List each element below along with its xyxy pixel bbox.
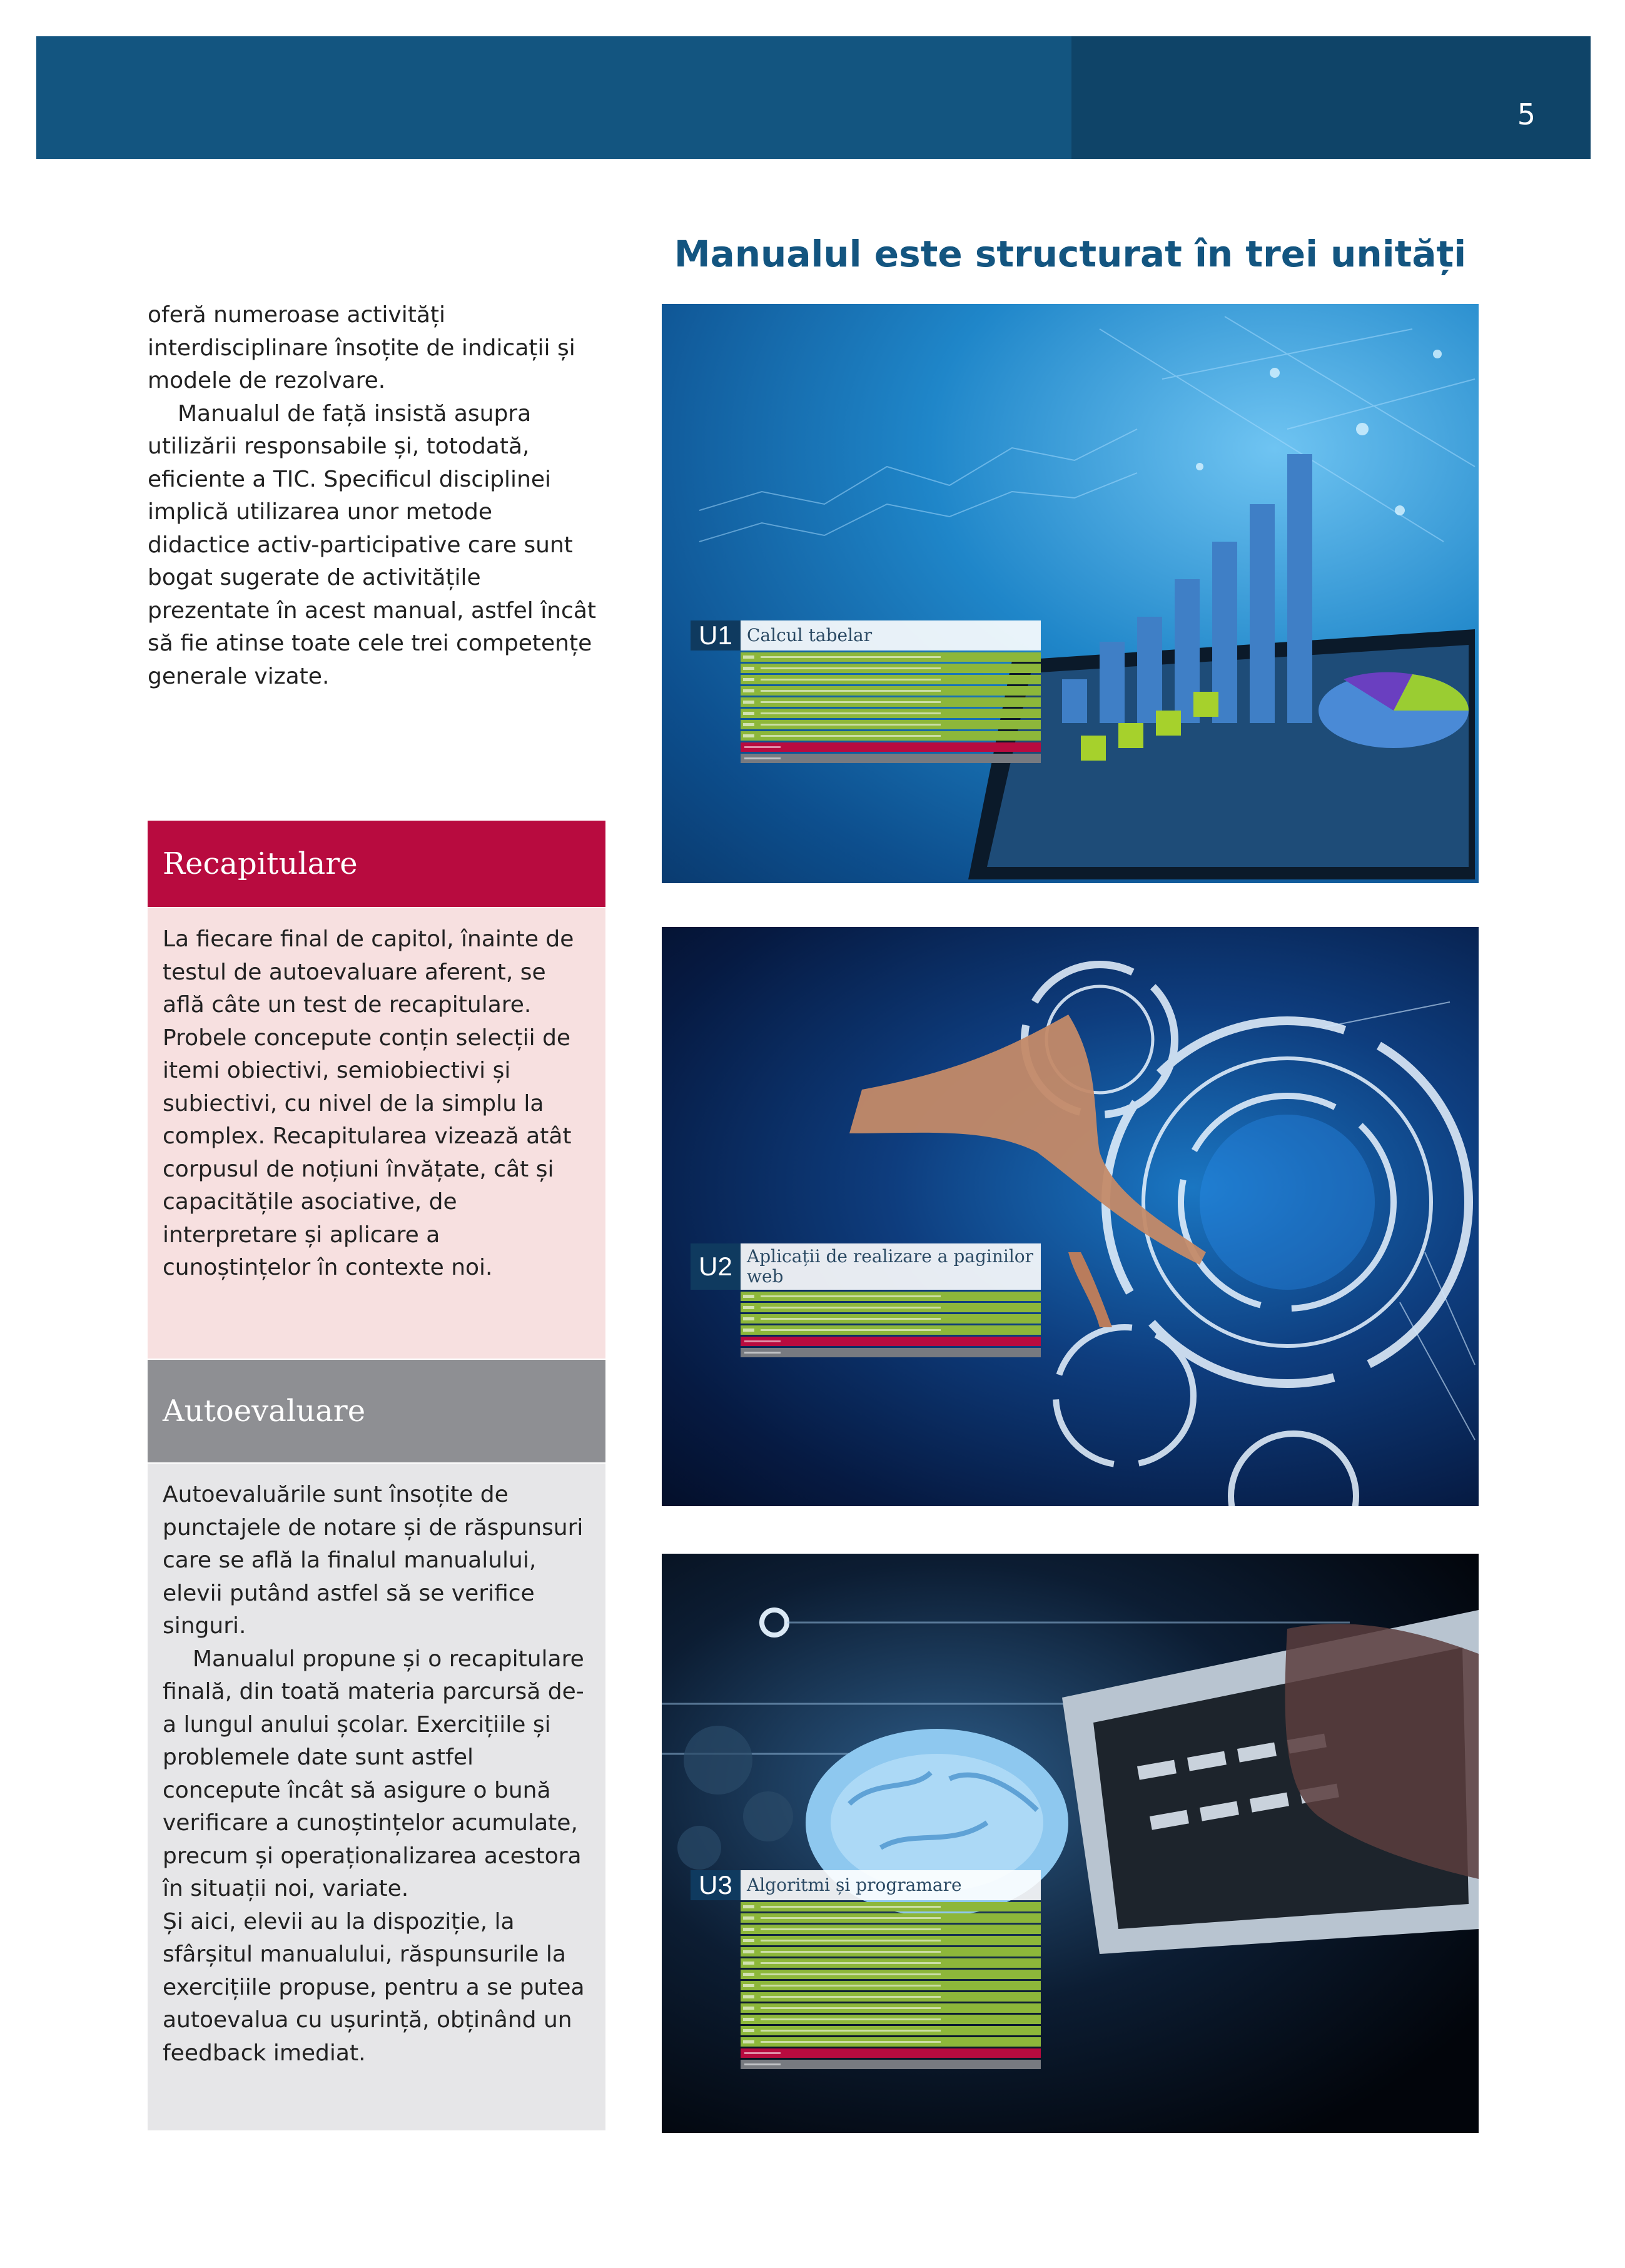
unit-1-label: [691, 620, 1041, 763]
recapitulare-heading: Recapitulare: [148, 821, 605, 907]
lesson-bar: [741, 686, 1041, 696]
unit-1-lesson-list: [741, 652, 1041, 763]
lesson-bar: [741, 1925, 1041, 1934]
lesson-bar: [741, 1947, 1041, 1957]
recapitulare-text: La fiecare final de capitol, înainte de testul de autoevaluare aferent, se află câte un test de recapitulare. Probele concepute conțin selecții de itemi obiectivi, semiobiectivi și subiectivi, cu nivel de la simplu la complex. Recapitularea vizează atât corpusul de noțiuni învățate, cât și capacitățile asociative, de interpretare și aplicare a cunoștințelor în contexte noi.: [163, 926, 574, 1280]
autoevaluare-paragraph-1: Autoevaluările sunt însoțite de punctajele de notare și de răspunsuri care se află la finalul manualului, elevii putând astfel să se verifice singuri.: [163, 1482, 584, 1639]
autoevaluare-bar: [741, 2060, 1041, 2069]
unit-3-code: U3: [691, 1870, 741, 1900]
lesson-bar: [741, 2037, 1041, 2047]
lesson-bar: [741, 1292, 1041, 1301]
lesson-bar: [741, 1936, 1041, 1945]
unit-2-code: U2: [691, 1243, 741, 1290]
lesson-bar: [741, 1981, 1041, 1990]
intro-paragraph-2: Manualul de față insistă asupra utilizării responsabile și, totodată, eficiente a TIC. Specificul disciplinei implică utilizarea unor metode didactice activ-participative care sunt bogat sugerate de activitățile prezentate în acest manual, astfel încât să fie atinse toate cele trei competențe generale vizate.: [148, 400, 597, 689]
unit-3-title: Algoritmi și programare: [741, 1870, 1041, 1900]
lesson-bar: [741, 1902, 1041, 1911]
unit-3-lesson-list: [741, 1902, 1041, 2069]
unit-1-code: U1: [691, 620, 741, 651]
lesson-bar: [741, 720, 1041, 729]
autoevaluare-bar: [741, 1348, 1041, 1357]
lesson-bar: [741, 1958, 1041, 1968]
lesson-bar: [741, 709, 1041, 718]
lesson-bar: [741, 664, 1041, 673]
unit-1-title: Calcul tabelar: [741, 620, 1041, 651]
recapitulare-bar: [741, 742, 1041, 752]
unit-2-image: [662, 927, 1479, 1506]
unit-3-label: [691, 1870, 1041, 2069]
section-title: Manualul este structurat în trei unități: [674, 233, 1467, 275]
lesson-bar: [741, 2015, 1041, 2024]
recapitulare-box: [148, 908, 605, 1359]
unit-2-title: Aplicații de realizare a paginilor web: [741, 1243, 1041, 1290]
lesson-bar: [741, 697, 1041, 707]
web-touch-illustration: [662, 927, 1479, 1506]
autoevaluare-paragraph-2: Manualul propune și o recapitulare finală, din toată materia parcursă de-a lungul anului școlar. Exercițiile și problemele date sunt astfel concepute încât să asigure o bună verificare a cunoștințelor acumulate, precum și operaționalizarea acestora în situații noi, variate.: [163, 1646, 584, 1901]
recapitulare-bar: [741, 2048, 1041, 2058]
autoevaluare-box: [148, 1464, 605, 2130]
header-band-dark: [1071, 36, 1591, 159]
unit-2-label: [691, 1243, 1041, 1357]
lesson-bar: [741, 1325, 1041, 1335]
intro-paragraph-1: oferă numeroase activități interdisciplinare însoțite de indicații și modele de rezolvare.: [148, 302, 575, 393]
page-number: 5: [1517, 98, 1536, 131]
unit-1-image: [662, 304, 1479, 883]
lesson-bar: [741, 1303, 1041, 1312]
recapitulare-bar: [741, 1337, 1041, 1346]
lesson-bar: [741, 652, 1041, 662]
lesson-bar: [741, 1992, 1041, 2002]
autoevaluare-heading: Autoevaluare: [148, 1360, 605, 1462]
autoevaluare-paragraph-3: Și aici, elevii au la dispoziție, la sfârșitul manualului, răspunsurile la exercițiile propuse, pentru a se putea autoevalua cu ușurință, obținând un feedback imediat.: [163, 1908, 585, 2066]
intro-text: [148, 299, 598, 693]
lesson-bar: [741, 1314, 1041, 1324]
lesson-bar: [741, 1913, 1041, 1923]
lesson-bar: [741, 2026, 1041, 2035]
lesson-bar: [741, 1970, 1041, 1979]
unit-3-image: [662, 1554, 1479, 2133]
unit-2-lesson-list: [741, 1292, 1041, 1357]
autoevaluare-bar: [741, 754, 1041, 763]
lesson-bar: [741, 675, 1041, 684]
lesson-bar: [741, 731, 1041, 741]
lesson-bar: [741, 2003, 1041, 2013]
spreadsheet-chart-illustration: [662, 304, 1479, 883]
header-band: [36, 36, 1591, 159]
